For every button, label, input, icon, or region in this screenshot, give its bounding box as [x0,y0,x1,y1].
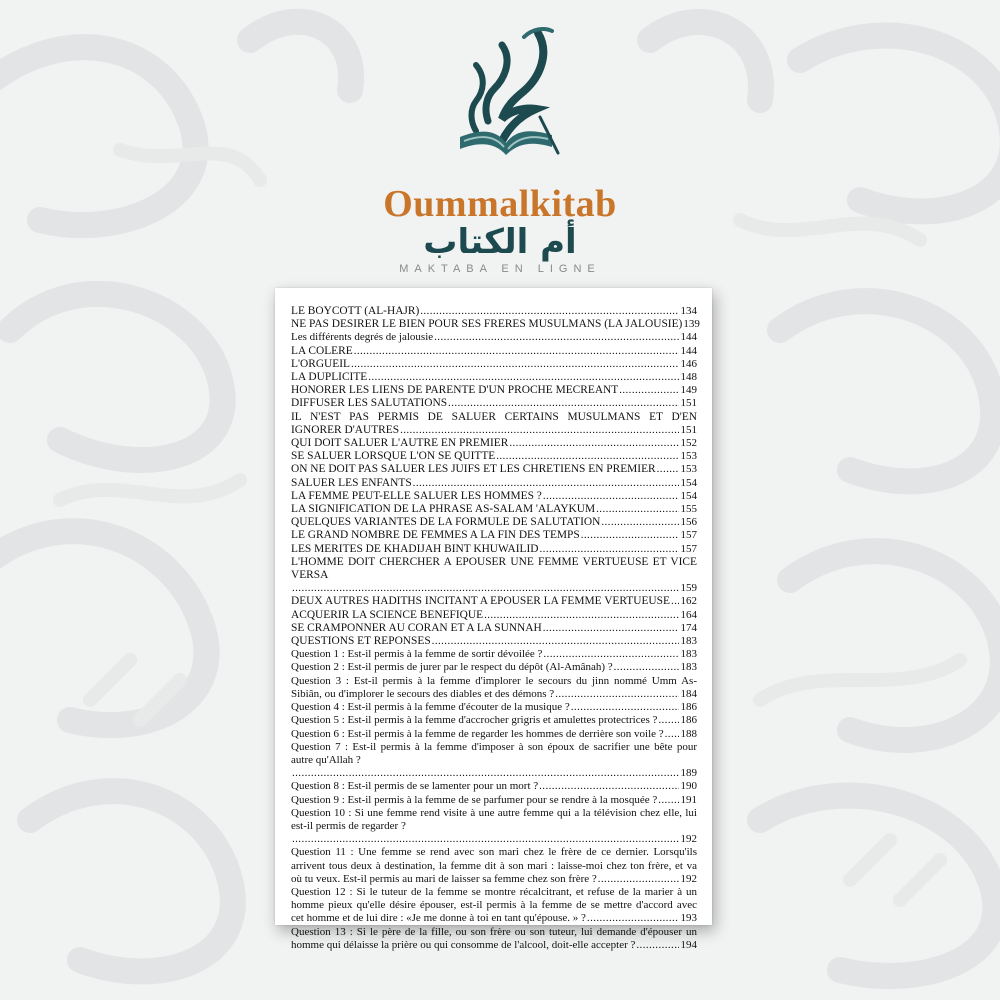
toc-entry [291,609,697,622]
toc-entry-line [291,609,697,622]
toc-entry-title-line: DIFFUSER LES SALUTATIONS [291,397,448,410]
toc-entry-title-line: homme qui délaisse la prière ou qui consomme de l'alcool, doit-elle accepter ? [291,938,636,951]
toc-entry-title-line: Question 2 : Est-il permis de jurer par le respect du dépôt (Al-Amânah) ? [291,661,613,674]
toc-entry-line [291,305,697,318]
toc-dot-leader [448,397,678,410]
toc-page-number: 153 [680,463,697,476]
toc-dot-leader [657,463,679,476]
toc-entry-title-line: Sibiân, ou d'implorer le secours des diables et des démons ? [291,687,555,700]
toc-page-number: 188 [680,727,697,740]
toc-entry-title-line: VERSA [291,569,329,582]
toc-dot-leader [614,661,679,674]
toc-entry-title-line: LA COLERE [291,344,353,357]
toc-page-number: 183 [680,635,697,648]
toc-dot-leader [496,450,678,463]
toc-entry-title-line: Question 1 : Est-il permis à la femme de sortir dévoilée ? [291,648,543,661]
toc-entry [291,675,697,701]
toc-entry-line [291,648,697,661]
toc-dot-leader [432,635,679,648]
toc-entry-line [291,424,697,437]
toc-entry [291,450,697,463]
toc-entry-line [291,543,697,556]
toc-dot-leader [420,305,678,318]
toc-entry-line [291,701,697,714]
toc-entry-line [291,820,697,833]
toc-entry-line [291,688,697,701]
toc-entry-title-line: Question 13 : Si le père de la fille, ou son frère ou son tuteur, lui demande d'épouser un [291,925,697,938]
toc-entry-line [291,529,697,542]
toc-dot-leader [587,912,679,925]
toc-entry [291,543,697,556]
toc-entry [291,622,697,635]
toc-dot-leader [658,794,678,807]
toc-entry-title-line: LA SIGNIFICATION DE LA PHRASE AS-SALAM 'ALAYKUM [291,503,596,516]
toc-dot-leader [671,595,679,608]
brand-tagline: MAKTABA EN LIGNE [399,263,601,275]
toc-entry-title-line: LA FEMME PEUT-ELLE SALUER LES HOMMES ? [291,489,542,502]
toc-page-number: 149 [680,384,697,397]
toc-entry-title-line: où tu veux. Est-il permis au mari de laisser sa femme chez son frère ? [291,872,597,885]
toc-entry-line [291,569,697,582]
toc-entry [291,780,697,793]
toc-page-number: 186 [680,701,697,714]
toc-entry [291,384,697,397]
toc-entry-title-line: DEUX AUTRES HADITHS INCITANT A EPOUSER LA FEMME VERTUEUSE [291,595,670,608]
toc-page-number: 189 [680,767,697,780]
toc-entry-line [291,754,697,767]
toc-entry-title-line: Question 10 : Si une femme rend visite à une autre femme qui a la télévision chez elle, lui [291,806,697,819]
toc-entry-title-line: ACQUERIR LA SCIENCE BENEFIQUE [291,608,484,621]
toc-entry-title-line: SE CRAMPONNER AU CORAN ET A LA SUNNAH [291,621,542,634]
toc-page-number: 153 [680,450,697,463]
toc-entry-title-line: LE GRAND NOMBRE DE FEMMES A LA FIN DES TEMPS [291,529,580,542]
toc-page-number: 194 [680,938,697,951]
toc-entry-line [291,780,697,793]
toc-entry-title-line: Question 12 : Si le tuteur de la femme se montre récalcitrant, et refuse de la marier à un [291,885,697,898]
toc-entry [291,635,697,648]
toc-dot-leader [601,516,678,529]
toc-entry-title-line: QUELQUES VARIANTES DE LA FORMULE DE SALUTATION [291,516,601,529]
toc-page-number: 148 [680,371,697,384]
toc-page-number: 151 [680,397,697,410]
toc-entry [291,595,697,608]
toc-entry-line [291,397,697,410]
toc-dot-leader [581,529,679,542]
toc-dot-leader [292,582,679,595]
toc-dot-leader [292,767,679,780]
toc-page-number: 155 [680,503,697,516]
toc-entry-line [291,833,697,846]
toc-page-number: 151 [680,423,697,436]
toc-entry [291,741,697,781]
toc-page-number: 139 [683,318,700,331]
toc-dot-leader [555,688,678,701]
toc-entry-line [291,477,697,490]
toc-page-number: 157 [680,542,697,555]
toc-entry-line [291,450,697,463]
toc-entry-title-line: Question 4 : Est-il permis à la femme d'écouter de la musique ? [291,701,570,714]
toc-entry [291,714,697,727]
toc-page-number: 162 [680,595,697,608]
toc-entry [291,331,697,344]
toc-entry [291,529,697,542]
toc-entry-title-line: NE PAS DESIRER LE BIEN POUR SES FRERES MUSULMANS (LA JALOUSIE) [291,318,683,331]
toc-page-number: 186 [680,714,697,727]
toc-entry-title-line: ON NE DOIT PAS SALUER LES JUIFS ET LES CHRETIENS EN PREMIER [291,463,656,476]
toc-entry-title-line: SALUER LES ENFANTS [291,476,412,489]
toc-page-number: 146 [680,357,697,370]
toc-entry-title-line: Question 8 : Est-il permis de se lamenter pour un mort ? [291,780,539,793]
toc-entry-line [291,939,697,952]
toc-entry [291,926,697,952]
toc-entry-line [291,661,697,674]
toc-page-number: 190 [680,780,697,793]
toc-page-number: 154 [680,489,697,502]
toc-entry-title-line: Question 3 : Est-il permis à la femme d'implorer le secours du jinn nommé Umm As- [291,674,697,687]
toc-entry-title-line: IL N'EST PAS PERMIS DE SALUER CERTAINS MUSULMANS ET D'EN [291,410,697,423]
toc-entry-line [291,358,697,371]
toc-entry-title-line: QUESTIONS ET REPONSES [291,635,431,648]
toc-page-number: 157 [680,529,697,542]
toc-entry-line [291,595,697,608]
toc-entry [291,490,697,503]
toc-entry-title-line: LE BOYCOTT (AL-HAJR) [291,305,420,317]
toc-page-number: 154 [680,476,697,489]
toc-dot-leader [596,503,678,516]
toc-entry-title-line: QUI DOIT SALUER L'AUTRE EN PREMIER [291,437,509,450]
toc-dot-leader [434,331,678,344]
toc-entry-title-line: LA DUPLICITE [291,371,368,384]
toc-dot-leader [571,701,679,714]
toc-entry-line [291,582,697,595]
toc-entry-title-line: SE SALUER LORSQUE L'ON SE QUITTE [291,450,496,463]
toc-dot-leader [292,833,679,846]
toc-entry-line [291,371,697,384]
toc-entry-line [291,912,697,925]
toc-page-number: 192 [680,872,697,885]
toc-dot-leader [658,714,678,727]
toc-entry-line [291,463,697,476]
toc-entry-title-line: arrivent tous deux à destination, la femme dit à son mari : laisse-moi chez ton frère, et va [291,859,697,872]
logo-calligraphy-icon [440,25,570,175]
toc-dot-leader [400,424,678,437]
document-page [275,288,712,951]
toc-dot-leader [368,371,678,384]
toc-entry [291,661,697,674]
toc-entry [291,463,697,476]
toc-entry [291,794,697,807]
toc-entry-title-line: HONORER LES LIENS DE PARENTE D'UN PROCHE MECREANT [291,384,619,397]
toc-dot-leader [413,477,679,490]
toc-entry-line [291,490,697,503]
toc-dot-leader [484,609,678,622]
toc-entry-title-line: LES MERITES DE KHADIJAH BINT KHUWAILID [291,542,539,555]
toc-entry-title-line: homme pieux qu'elle désire épouser, est-il permis à la femme de se mettre d'accord avec [291,899,697,912]
toc-entry-line [291,622,697,635]
toc-entry [291,728,697,741]
toc-entry [291,358,697,371]
toc-entry-title-line: autre qu'Allah ? [291,753,361,766]
toc-page-number: 193 [680,912,697,925]
toc-page-number: 174 [680,621,697,634]
toc-entry [291,701,697,714]
toc-entry [291,411,697,437]
toc-dot-leader [636,939,678,952]
toc-entry [291,305,697,318]
toc-entry-line [291,767,697,780]
toc-entry [291,886,697,926]
toc-entry [291,807,697,847]
toc-page-number: 164 [680,608,697,621]
toc-entry-title-line: Question 9 : Est-il permis à la femme de se parfumer pour se rendre à la mosquée ? [291,793,658,806]
toc-dot-leader [598,873,679,886]
toc-entry-line [291,384,697,397]
toc-page-number: 134 [680,305,697,317]
brand-arabic-name: أم الكتاب [423,222,577,262]
toc-dot-leader [540,543,679,556]
toc-page-number: 144 [680,331,697,344]
toc-entry [291,371,697,384]
toc-entry [291,318,700,331]
toc-dot-leader [543,622,679,635]
toc-entry-line [291,635,697,648]
toc-dot-leader [619,384,678,397]
toc-entry-title-line: L'HOMME DOIT CHERCHER A EPOUSER UNE FEMME VERTUEUSE ET VICE [291,555,697,568]
toc-page-number: 183 [680,661,697,674]
toc-entry [291,345,697,358]
toc-dot-leader [543,648,678,661]
brand-name: Oummalkitab [383,183,617,225]
toc-entry-title-line: Question 6 : Est-il permis à la femme de regarder les hommes de derrière son voile ? [291,727,664,740]
toc-entry [291,846,697,886]
toc-entry [291,516,697,529]
toc-entry [291,503,697,516]
toc-entry [291,556,697,596]
toc-entry-line [291,516,697,529]
toc-entry [291,648,697,661]
toc-page-number: 192 [680,833,697,846]
toc-entry-line [291,345,697,358]
toc-entry-title-line: Question 7 : Est-il permis à la femme d'imposer à son époux de sacrifier une bête pour [291,740,697,753]
table-of-contents [291,305,700,952]
toc-page-number: 191 [680,793,697,806]
toc-page-number: 184 [680,687,697,700]
toc-entry-line [291,873,697,886]
toc-dot-leader [351,358,679,371]
toc-dot-leader [539,780,678,793]
toc-entry-title-line: Les différents degrés de jalousie [291,331,434,344]
toc-page-number: 156 [680,516,697,529]
toc-entry-title-line: est-il permis de regarder ? [291,819,406,832]
toc-dot-leader [543,490,679,503]
toc-entry-title-line: Question 5 : Est-il permis à la femme d'accrocher grigris et amulettes protectrices ? [291,714,658,727]
toc-entry-line [291,331,697,344]
toc-entry-title-line: IGNORER D'AUTRES [291,423,400,436]
toc-page-number: 144 [680,344,697,357]
toc-dot-leader [509,437,678,450]
toc-entry-title-line: cet homme et de lui dire : «Je me donne à toi en tant qu'épouse. » ? [291,912,586,925]
toc-entry-line [291,794,697,807]
toc-entry-line [291,728,697,741]
toc-entry-line [291,714,697,727]
toc-entry-line [291,318,700,331]
toc-entry-title-line: Question 11 : Une femme se rend avec son mari chez le frère de ce dernier. Lorsqu'ils [291,846,697,859]
toc-entry [291,437,697,450]
toc-entry-line [291,437,697,450]
toc-page-number: 152 [680,437,697,450]
toc-page-number: 159 [680,582,697,595]
toc-entry-line [291,503,697,516]
toc-entry [291,397,697,410]
toc-entry [291,477,697,490]
toc-dot-leader [354,345,679,358]
toc-page-number: 183 [680,648,697,661]
toc-entry-title-line: L'ORGUEIL [291,357,350,370]
toc-dot-leader [665,728,679,741]
